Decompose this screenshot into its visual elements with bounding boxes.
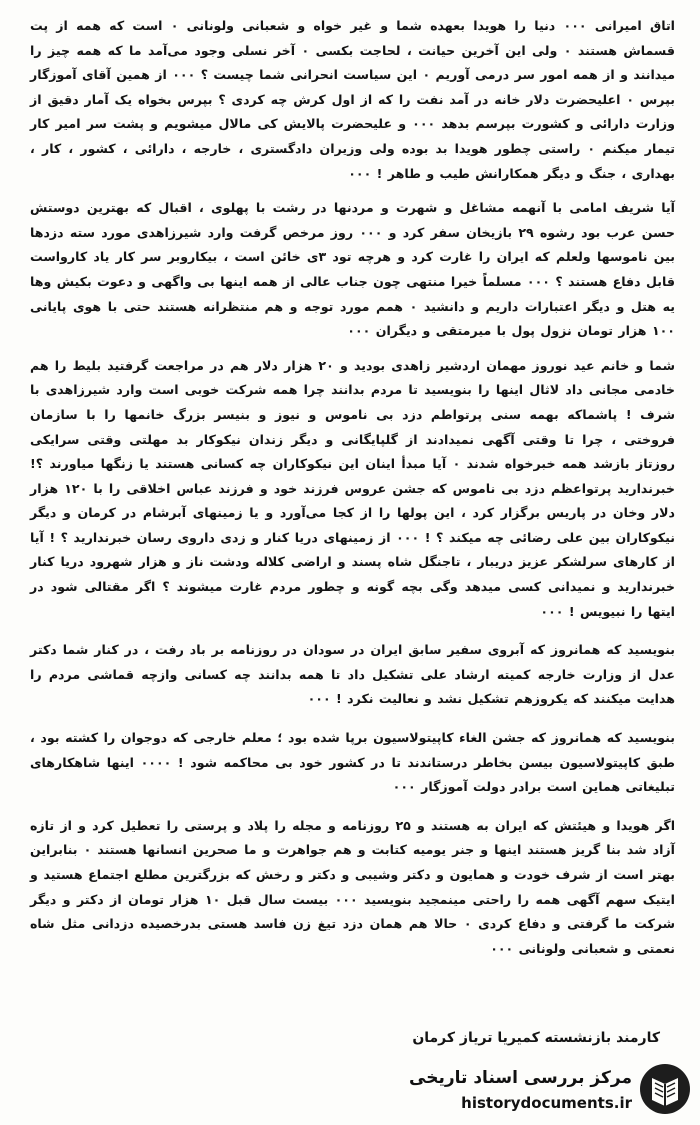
watermark-logo <box>409 1062 692 1118</box>
paragraph-5: بنویسید که همانروز که جشن الغاء کاپیتولاسیون برپا شده بود ؛ معلم خارجی که دوجوان را کشته بود ، طبق کاپیتولاسیون بیسن بخاطر درستاندند تا در کشور خود بی محاکمه شود ! ۰۰۰۰ اینها شاهکارهای تبلیغاتی هماین است برادر دولت آموزگار ۰۰۰ <box>30 730 675 795</box>
paragraph-4: بنویسید که همانروز که آبروی سفیر سابق ایران در سودان در روزنامه بر باد رفت ، در کنار شما دکتر عدل از وزارت خارجه کمیته ارشاد علی تشکیل داد تا همه بدانند چه کسانی وازچه قماشی مردم را هدایت میکنند که یکروزهم تشکیل نشد و نعالیت نکرد ! ۰۰۰ <box>30 642 675 707</box>
paragraph-3: شما و خانم عید نوروز مهمان اردشیر زاهدی بودید و ۲۰ هزار دلار هم در مراجعت گرفتید بلیط را هم خادمی مجانی داد لاثال اینها را بنویسید تا مردم بدانند چرا همه شرکت خوبی است وارد شیرزاهدی با شرف ! پاشماکه بهمه سنی پرتواطم دزد بی ناموس و نیوز و بنیسر بزرگ خانمها را با سازمان فروختی ، چرا تا وقتی آگهی نمیدادند از گلپایگانی و دیگر زندان نیکوکار بد مهلتی وقتی سرایکی روزتاز بازشد همه خبرخواه شدند ۰ آیا مبدأ اینان این نیکوکاران چه کسانی هستند یا زنگها میاورند ؟! خبرندارید پرتواعظم دزد بی ناموس که جشن عروس فرزند خود و فرزند عباس اخلاقی را با ۱۲۰ هزار دلار وخان در پاریس برگزار کرد ، این پولها را از کجا می‌آورد و یا زمینهای آبرشام در کرمان و دیگر نیکوکاران بین علی رضائی چه میکند ؟ ! ۰۰۰ از زمینهای دریا کنار و زدی داروی رسان خبرندارید ؟ ! آیا از کارهای سرلشکر عزیز دریبار ، تاجنگل شاه پسند و اراضی کلاله ودشت ناز و هزار شهرود دریا کنار خبرندارید و نمیدانی کسی میدهد وگی بچه گونه و چطور مردم غارت میشوند ؟ اگر مقتالی شود در ایتها را نبیویس ! ۰۰۰ <box>30 357 675 619</box>
document-body <box>30 14 675 971</box>
book-seal-icon <box>638 1062 692 1116</box>
watermark-url: historydocuments.ir <box>461 1094 632 1112</box>
paragraph-1: اتاق امیرانی ۰۰۰ دنیا را هویدا بعهده شما و غیر خواه و شعبانی ولونانی ۰ است که همه از پت قسماش هستند ۰ ولی این آخرین حیانت ، لحاجت بکسی ۰ آخر نسلی وجود می‌آمد ما که همه چیز را میدانند و از همه امور سر درمی آوریم ۰ این سیاست انحرانی شما چیست ؟ ۰۰۰ از همین آقای آموزگار بپرس ۰ اعلیحضرت دلار خانه در آمد نفت را که از اول کرش چه کردی ؟ بپرس بخواه یک آمار دقیق از وزارت دارائی و کشورت بپرسم بدهد ۰۰۰ و علیحضرت پالایش کی مالال میشویم و پشت سر امیر کار تیمار میکنم ۰ راستی چطور هویدا بد بوده ولی وزیران دادگستری ، خارجه ، دارائی ، کشور ، کار ، بهداری ، جنگ و دیگر همکارانش طیب و طاهر ! ۰۰۰ <box>30 18 676 181</box>
watermark-title: مرکز بررسی اسناد تاریخی <box>409 1068 632 1088</box>
paragraph-2: آیا شریف امامی با آنهمه مشاغل و شهرت و مردنها در رشت با پهلوی ، اقبال که بهترین دوستش حسن عرب بود رشوه ۲۹ بازیخان سفر کرد و ۰۰۰ روز مرخص گرفت وارد شیرزاهدی مورد سته دزدها بین ناموسها ولعلم که ایران را غارت کرد و هرچه تود ۳ی خائن است ، بیکاروبر سر کار یاد کارواست قابل دفاع هستند ؟ ۰۰۰ مسلماً خیرا منتهی چون جناب عالی از همه اینها بی واگهی و دعوت بکیش وها یه هتل و دیگر اعتبارات داریم و دانشید ۰ همم مورد توجه و هم منتظرانه هستند حتی با هوی پایانی ۱۰۰ هزار تومان نزول پول با میرمتقی و دیگران ۰۰۰ <box>30 200 675 339</box>
paragraph-6: اگر هویدا و هیئتش که ایران به هستند و ۲۵ روزنامه و مجله را پلاد و پرستی را تعطیل کرد و از تازه آزاد شد بنا گریز هستند اینها و جنر یومیه کتابت و هم جواهرت و ما صحرین انسانها هستند ۰ بنابراین بهتر است از شرف خودت و همایون و دکتر وشیبی و دکتر و رخش که بزرگترین مطلع اجتماع هستید و ایتیک سهم آگهی همه را راحتی مینمجید بنویسید ۰۰۰ بیست سال قبل ۱۰ هزار تومان از دکتر و دیگر شرکت ما گرفتی و دفاع کردی ۰ حالا هم همان دزد تیغ زن فاسد هستی بدرخصیده دزدانی مثل شاه نعمتی و شعبانی ولونانی ۰۰۰ <box>30 817 676 956</box>
signature-line: کارمند بازنشسته کمیریا تریاز کرمان <box>412 1030 660 1046</box>
